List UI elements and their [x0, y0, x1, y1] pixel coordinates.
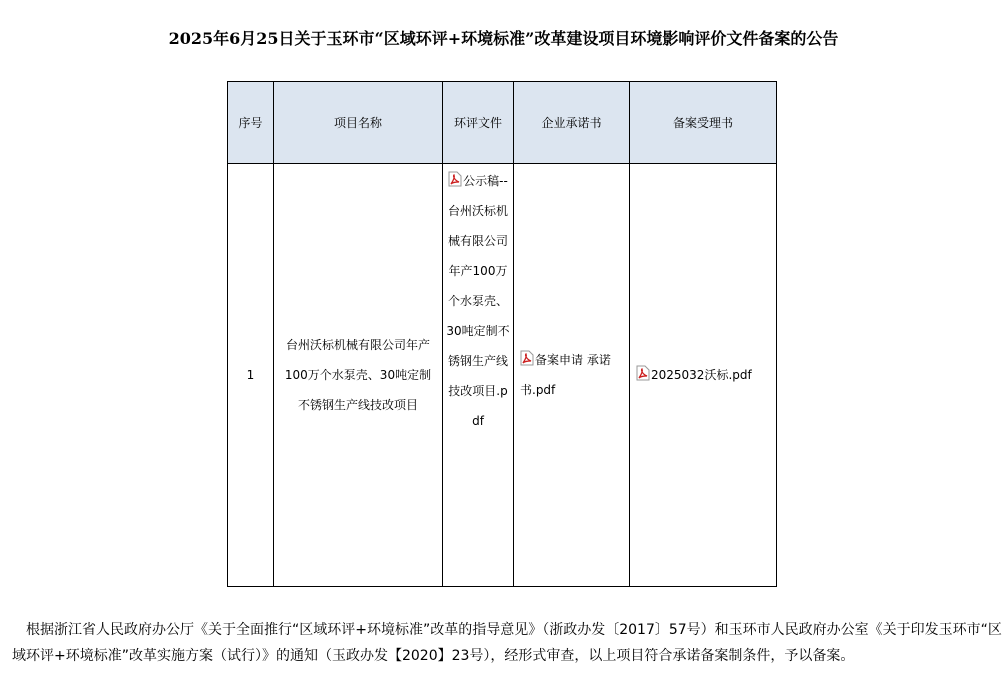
notice-body: 根据浙江省人民政府办公厅《关于全面推行“区域环评+环境标准”改革的指导意见》（浙政办发〔2017〕57号）和玉环市人民政府办公室《关于印发玉环市“区域环评+环境标准”改革实施方案（试行）》的通知（玉政办发【2020】23号），经形式审查，以上项目符合承诺备案制条件，予以备案。	[12, 622, 1002, 664]
header-env-file: 环评文件	[443, 82, 514, 164]
pdf-icon	[636, 365, 650, 381]
commitment-label: 备案申请 承诺书.pdf	[520, 353, 611, 397]
pdf-icon	[520, 350, 534, 366]
header-project-name: 项目名称	[274, 82, 443, 164]
pdf-icon	[448, 171, 462, 187]
acceptance-link[interactable]	[636, 368, 752, 382]
header-index: 序号	[228, 82, 274, 164]
header-commitment: 企业承诺书	[514, 82, 630, 164]
row-index: 1	[228, 164, 274, 587]
env-file-link[interactable]	[446, 174, 509, 428]
env-file-label: 公示稿--台州沃标机械有限公司年产100万个水泵壳、30吨定制不锈钢生产线技改项目.pdf	[446, 174, 510, 428]
table-row	[228, 164, 777, 587]
row-project-name: 台州沃标机械有限公司年产100万个水泵壳、30吨定制不锈钢生产线技改项目	[274, 164, 443, 587]
commitment-cell	[514, 164, 630, 587]
page-title: 2025年6月25日关于玉环市“区域环评+环境标准”改革建设项目环境影响评价文件备案的公告	[168, 29, 839, 48]
filing-table	[227, 81, 777, 587]
acceptance-label: 2025032沃标.pdf	[651, 368, 752, 382]
acceptance-cell	[630, 164, 777, 587]
env-file-cell	[443, 164, 514, 587]
table-header-row	[228, 82, 777, 164]
commitment-link[interactable]	[520, 353, 611, 397]
header-acceptance: 备案受理书	[630, 82, 777, 164]
